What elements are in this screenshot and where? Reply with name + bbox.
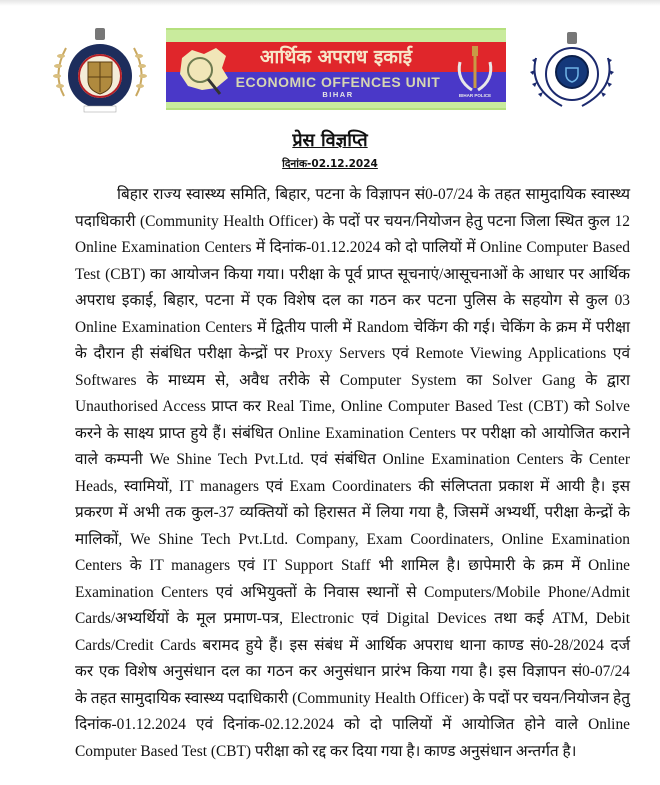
document-title: प्रेस विज्ञप्ति: [292, 130, 368, 151]
body-line: बिहार राज्य स्वास्थ्य समिति, बिहार, पटना के विज्ञापन सं0-07/24 के तहत सामुदायिक स्वास्थ्य: [117, 186, 630, 203]
body-line: दिनांक-01.12.2024 एवं दिनांक-02.12.2024 को दो पालियों में आयोजित होने वाले Online: [75, 716, 630, 733]
body-line: Heads, स्वामियों, IT managers एवं Exam Coordinaters की संलिप्तता प्रकाश में आयी है। इस: [75, 477, 630, 495]
body-line: पदाधिकारी (Community Health Officer) के पदों पर चयन/नियोजन हेतु पटना जिला स्थित कुल 12: [75, 212, 630, 230]
banner-subtitle: BIHAR: [322, 90, 354, 99]
banner-title-hindi: आर्थिक अपराध इकाई: [259, 46, 413, 68]
body-line: प्रकरण में अभी तक कुल-37 व्यक्तियों को हिरासत में लिया गया है, जिसमें अभ्यर्थी, परीक्षा केन्द्रों के: [75, 504, 630, 521]
eou-banner: [166, 28, 506, 110]
body-line: वाले कम्पनी We Shine Tech Pvt.Ltd. एवं संबंधित Online Examination Centers के Center: [75, 451, 630, 468]
body-line: Unauthorised Access प्राप्त कर Real Time, Online Computer Based Test (CBT) को Solve: [75, 398, 630, 415]
document-date: दिनांक-02.12.2024: [282, 158, 378, 170]
body-line: Cards/अभ्यर्थियों के मूल प्रमाण-पत्र, Electronic एवं Digital Devices तथा कई ATM, Debit: [75, 610, 630, 627]
banner-title-english: ECONOMIC OFFENCES UNIT: [235, 74, 441, 90]
body-line: अपराध इकाई, बिहार, पटना में एक विशेष दल का गठन कर पटना पुलिस के सहयोग से कुल 03: [75, 292, 630, 309]
body-line: कर एक विशेष अनुसंधान दल का गठन कर अनुसंधान प्रारंभ किया गया है। इस विज्ञापन सं0-07/24: [75, 663, 631, 680]
bihar-map-magnifier-icon: [176, 44, 232, 100]
body-line: के तहत सामुदायिक स्वास्थ्य पदाधिकारी (Community Health Officer) के पदों पर चयन/नियोजन हेतु: [75, 689, 630, 707]
eou-emblem-left-icon: [44, 26, 156, 116]
press-release-body: [75, 182, 630, 765]
body-line: Test (CBT) का आयोजन किया गया। परीक्षा के पूर्व प्राप्त सूचनाएं/आसूचनाओं के आधार पर आर्थिक: [75, 265, 630, 283]
bihar-police-label: BIHAR POLICE: [458, 93, 492, 98]
body-line: मालिकों, We Shine Tech Pvt.Ltd. Company, Exam Coordinaters, Online Examination: [75, 530, 630, 548]
body-line: Computer Based Test (CBT) परीक्षा को रद्द कर दिया गया है। काण्ड अनुसंधान अन्तर्गत है।: [75, 742, 577, 760]
eou-emblem-right-icon: [522, 30, 622, 116]
body-line: Examination Centers एवं अभियुक्तों के निवास स्थानों से Computers/Mobile Phone/Admit: [75, 583, 630, 601]
body-line: के दौरान ही संबंधित परीक्षा केन्द्रों पर Proxy Servers एवं Remote Viewing Applications एवं: [75, 345, 630, 362]
top-edge-shadow: [0, 0, 660, 6]
letterhead: [0, 20, 660, 120]
body-line: Online Examination Centers में दिनांक-01.12.2024 को दो पालियों में Online Computer Based: [75, 239, 630, 256]
body-line: करने के साक्ष्य प्राप्त हुये हैं। संबंधित Online Examination Centers पर परीक्षा को आयोजित कराने: [75, 424, 630, 442]
body-line: Centers के IT managers एवं IT Support Staff भी शामिल है। छापेमारी के क्रम में Online: [75, 557, 630, 574]
body-line: Softwares के माध्यम से, अवैध तरीके से Computer System का Solver Gang के द्वारा: [75, 371, 630, 389]
body-line: Cards/Credit Cards बरामद हुये हैं। इस संबंध में आर्थिक अपराध थाना काण्ड सं0-28/2024 दर्ज: [75, 636, 630, 654]
body-line: Online Examination Centers में द्वितीय पाली में Random चेकिंग की गई। चेकिंग के क्रम में परीक्षा: [75, 318, 630, 336]
